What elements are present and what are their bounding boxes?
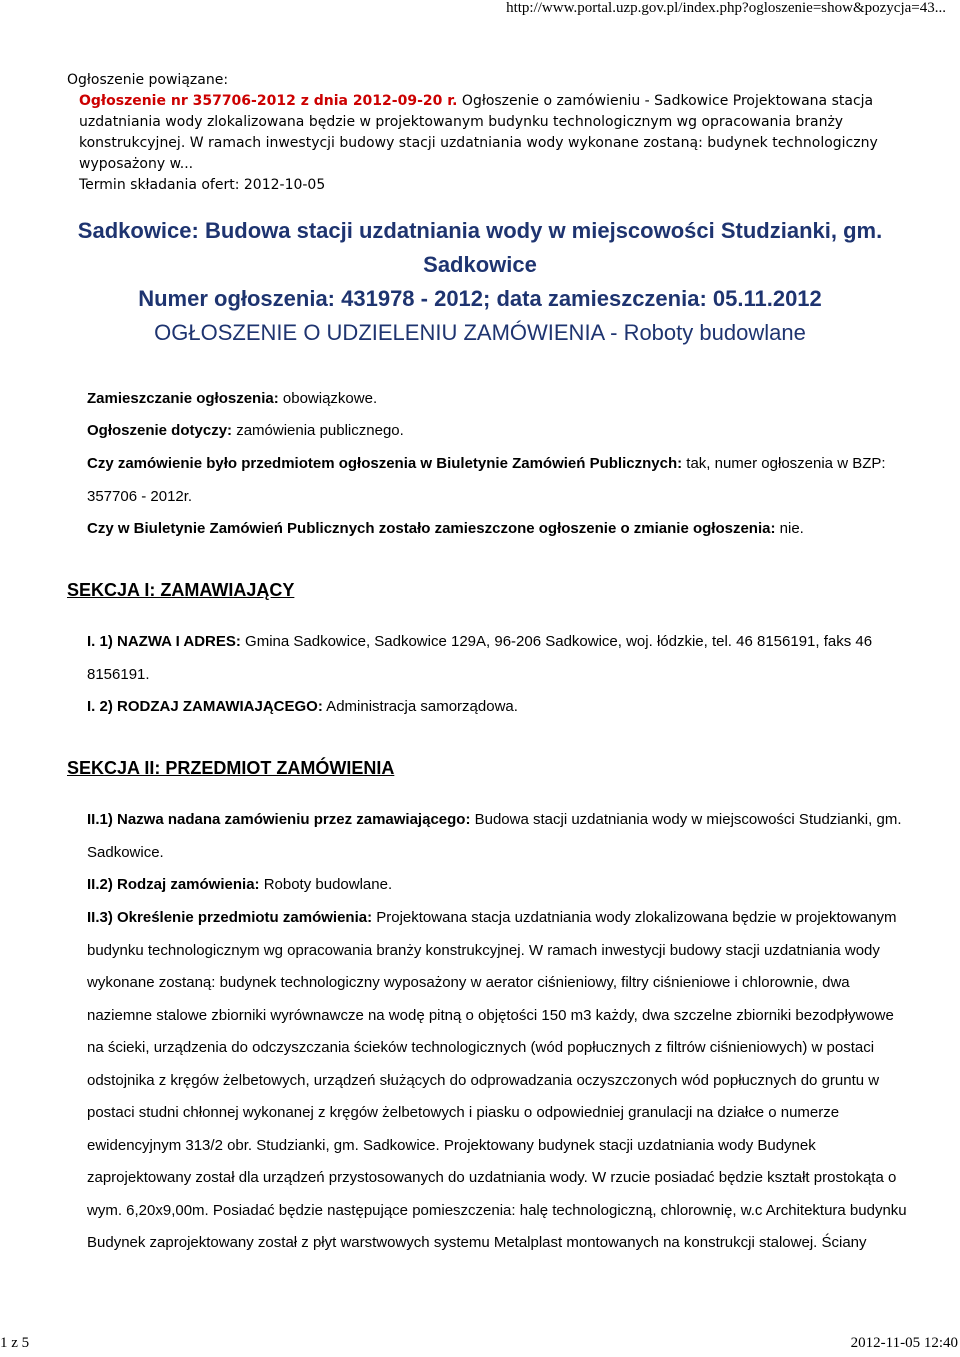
info-bzp-label: Czy zamówienie było przedmiotem ogłoszenia w Biuletynie Zamówień Publicznych: xyxy=(87,455,683,472)
info-concerns-label: Ogłoszenie dotyczy: xyxy=(87,422,233,439)
title-line-2: Numer ogłoszenia: 431978 - 2012; data zamieszczenia: 05.11.2012 xyxy=(138,286,822,311)
section1-address-label: I. 1) NAZWA I ADRES: xyxy=(87,633,241,650)
info-mandatory xyxy=(87,383,907,416)
info-change-label: Czy w Biuletynie Zamówień Publicznych zostało zamieszczone ogłoszenie o zmianie ogłoszenia: xyxy=(87,520,776,537)
info-change-value: nie. xyxy=(775,520,804,537)
section1-type-value: Administracja samorządowa. xyxy=(322,698,518,715)
related-summary: Ogłoszenie o zamówieniu - Sadkowice Projektowana stacja uzdatniania wody zlokalizowana będzie w projektowanym budynku technologicznym wg opracowania branży konstrukcyjnej. W ramach inwestycji budowy stacji uzdatniania wody wykonane zostaną: budynek technologiczny wyposażony w... xyxy=(79,93,878,172)
info-mandatory-value: obowiązkowe. xyxy=(278,390,378,407)
section2-kind-label: II.2) Rodzaj zamówienia: xyxy=(87,876,260,893)
notice-type-title: OGŁOSZENIE O UDZIELENIU ZAMÓWIENIA - Roboty budowlane xyxy=(154,320,806,345)
related-deadline: Termin składania ofert: 2012-10-05 xyxy=(79,177,326,193)
section-2-heading: SEKCJA II: PRZEDMIOT ZAMÓWIENIA xyxy=(67,758,395,778)
section-1-heading: SEKCJA I: ZAMAWIAJĄCY xyxy=(67,580,295,600)
page-counter: 1 z 5 xyxy=(0,1335,30,1351)
title-line-1: Sadkowice: Budowa stacji uzdatniania wody w miejscowości Studzianki, gm. Sadkowice xyxy=(77,218,883,277)
page-title xyxy=(40,214,920,316)
section2-name-label: II.1) Nazwa nadana zamówieniu przez zamawiającego: xyxy=(87,811,471,828)
related-notice-link[interactable]: Ogłoszenie nr 357706-2012 z dnia 2012-09-20 r. xyxy=(79,93,458,109)
info-bzp xyxy=(87,448,907,513)
related-body xyxy=(79,91,939,196)
section1-address-value: Gmina Sadkowice, Sadkowice 129A, 96-206 Sadkowice, woj. łódzkie, tel. 46 8156191, faks 46 8156191. xyxy=(87,633,873,683)
section2-kind xyxy=(87,869,907,902)
related-title: Ogłoszenie powiązane: xyxy=(67,72,229,88)
section1-type-label: I. 2) RODZAJ ZAMAWIAJĄCEGO: xyxy=(87,698,323,715)
info-concerns-value: zamówienia publicznego. xyxy=(232,422,404,439)
section2-description-value: Projektowana stacja uzdatniania wody zlokalizowana będzie w projektowanym budynku technologicznym wg opracowania branży konstrukcyjnej. W ramach inwestycji budowy stacji uzdatniania wody wykonane zostaną: budynek technologiczny wyposażony w aerator ciśnieniowy, filtry ciśnieniowe i chlorownie, dwa naziemne stalowe zbiorniki wyrównawcze na wodę pitną o objętości 150 m3 każdy, dwa szczelne zbiorniki bezodpływowe na ścieki, urządzenia do odczyszczania ścieków technologicznych (wód popłucznych z filtrów ciśnieniowych) w postaci odstojnika z kręgów żelbetowych, urządzeń służących do odprowadzania oczyszczonych wód popłucznych do gruntu w postaci studni chłonnej wykonanej z kręgów żelbetowych i piasku o odpowiedniej granulacji na działce o numerze ewidencyjnym 313/2 obr. Studzianki, gm. Sadkowice. Projektowany budynek stacji uzdatniania wody Budynek zaprojektowany został dla urządzeń przystosowanych do uzdatniania wody. W rzucie posiadać będzie kształt prostokąta o wym. 6,20x9,00m. Posiadać będzie następujące pomieszczenia: halę technologiczną, chlorownię, w.c Architektura budynku Budynek zaprojektowany został z płyt warstwowych systemu Metalplast montowanych na konstrukcji stalowej. Ściany xyxy=(87,909,907,1251)
info-mandatory-label: Zamieszczanie ogłoszenia: xyxy=(87,390,279,407)
print-datetime: 2012-11-05 12:40 xyxy=(850,1335,958,1351)
section2-kind-value: Roboty budowlane. xyxy=(259,876,393,893)
section2-name-value: Budowa stacji uzdatniania wody w miejscowości Studzianki, gm. Sadkowice. xyxy=(87,811,902,861)
section2-description-label: II.3) Określenie przedmiotu zamówienia: xyxy=(87,909,373,926)
info-bzp-value: tak, numer ogłoszenia w BZP: 357706 - 2012r. xyxy=(87,455,886,505)
page-url: http://www.portal.uzp.gov.pl/index.php?ogloszenie=show&pozycja=43... xyxy=(506,0,946,16)
info-concerns xyxy=(87,415,907,448)
section2-description xyxy=(87,902,907,1260)
section1-address xyxy=(87,626,907,691)
section1-type xyxy=(87,691,907,724)
info-change xyxy=(87,513,907,546)
section2-name xyxy=(87,804,907,869)
